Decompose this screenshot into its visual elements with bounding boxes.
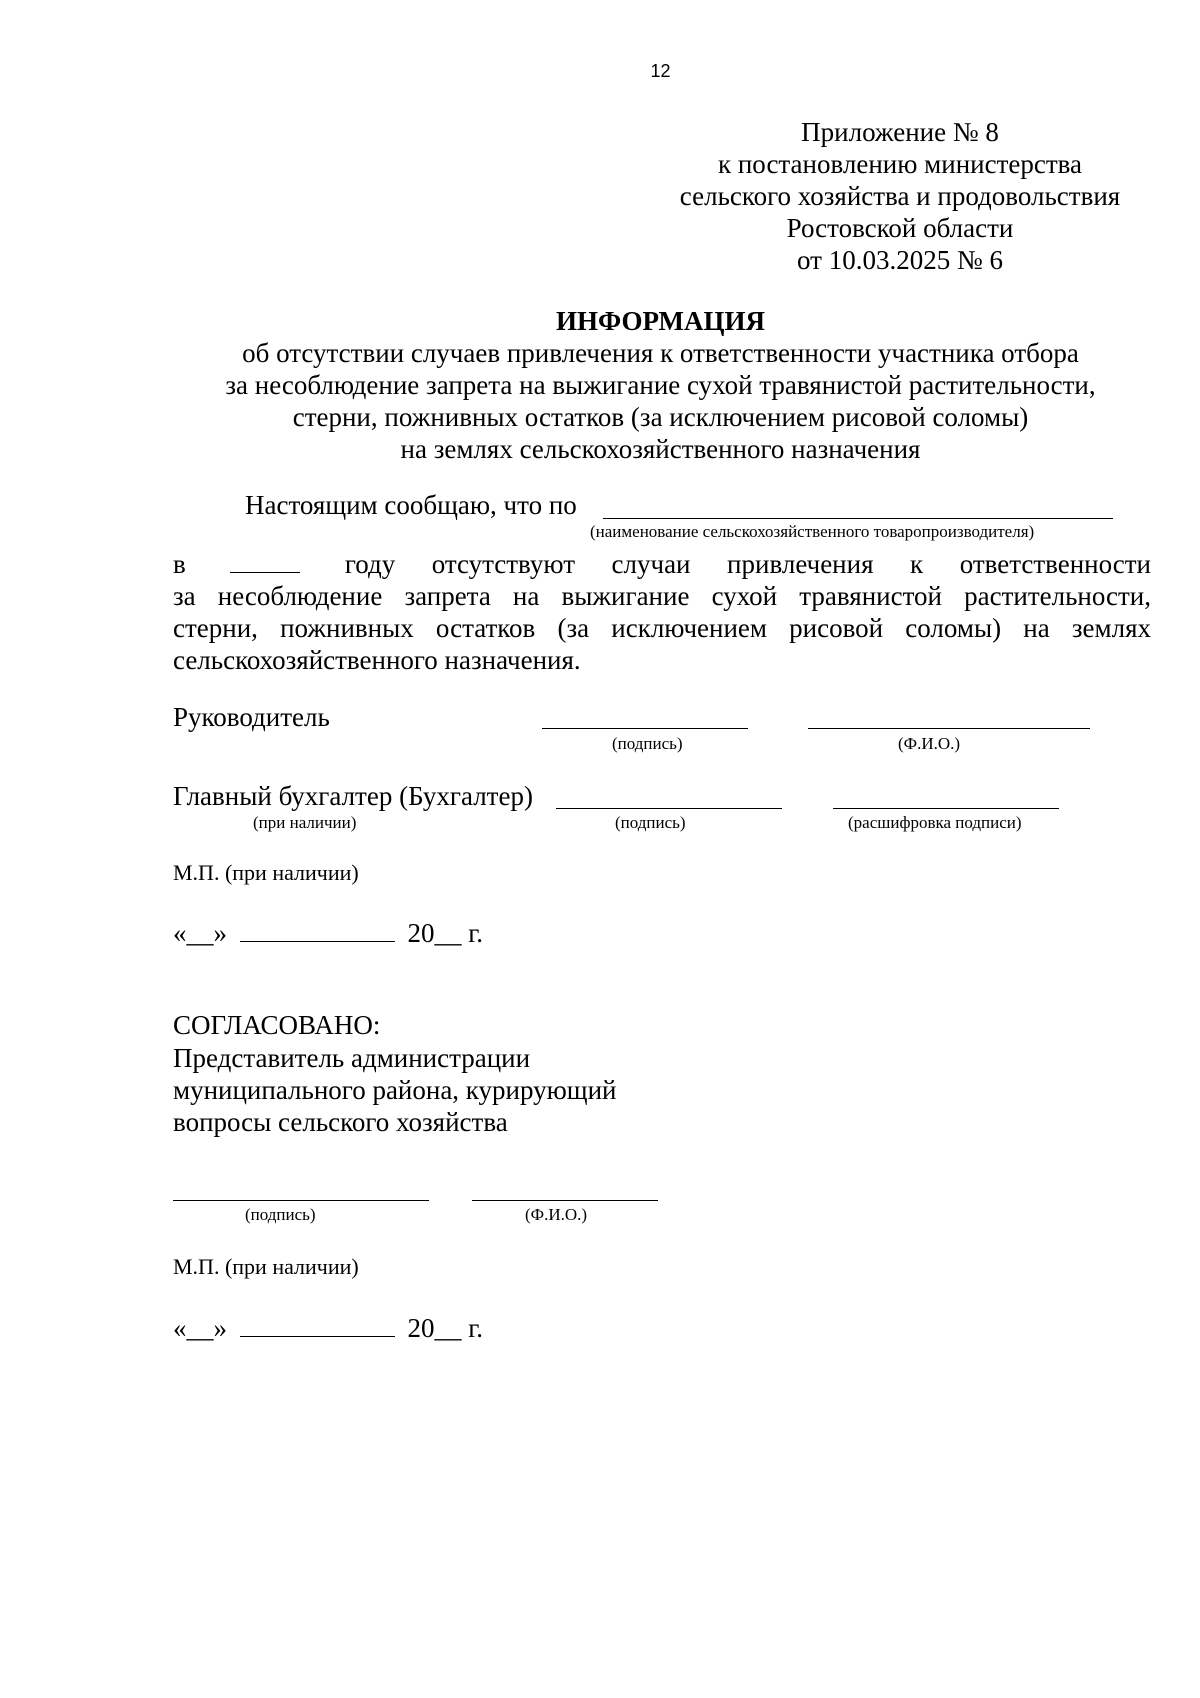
approval-line: вопросы сельского хозяйства	[173, 1107, 508, 1137]
date-year: 20__ г.	[407, 918, 484, 948]
accountant-note: (при наличии)	[253, 813, 357, 832]
title-line: за несоблюдение запрета на выжигание сухой травянистой растительности,	[225, 370, 1096, 400]
accountant-decode-caption: (расшифровка подписи)	[848, 813, 1022, 832]
appendix-region: Ростовской области	[786, 213, 1014, 243]
head-fio-line	[808, 728, 1090, 729]
body-year-prefix: в	[173, 549, 186, 579]
appendix-block	[620, 116, 1180, 276]
approval-line: Представитель администрации	[173, 1043, 531, 1073]
accountant-signature-line	[556, 808, 782, 809]
accountant-signature-caption: (подпись)	[615, 813, 686, 832]
producer-caption: (наименование сельскохозяйственного товаропроизводителя)	[590, 522, 1035, 541]
body-line-4: сельскохозяйственного назначения.	[173, 645, 581, 675]
approval-date-month-blank	[240, 1314, 395, 1337]
body-year-rest: году отсутствуют случаи привлечения к ответственности	[344, 549, 1152, 579]
date-day: «__»	[173, 918, 227, 948]
document-heading: ИНФОРМАЦИЯ	[556, 306, 765, 336]
appendix-number: Приложение № 8	[801, 117, 999, 147]
appendix-ministry: сельского хозяйства и продовольствия	[679, 181, 1121, 211]
intro-text: Настоящим сообщаю, что по	[245, 490, 577, 520]
approval-heading: СОГЛАСОВАНО:	[173, 1010, 381, 1040]
date-field	[173, 917, 483, 949]
stamp-label: М.П. (при наличии)	[173, 860, 359, 885]
appendix-date: от 10.03.2025 № 6	[797, 245, 1003, 275]
body-line-3: стерни, пожнивных остатков (за исключением рисовой соломы) на землях	[173, 613, 1151, 643]
approval-fio-caption: (Ф.И.О.)	[525, 1205, 588, 1224]
title-block	[0, 305, 1200, 465]
page-number: 12	[650, 61, 671, 81]
body-line-1	[173, 548, 1151, 580]
approval-date-field	[173, 1312, 483, 1344]
approval-signature-line	[173, 1200, 429, 1201]
accountant-decode-line	[833, 808, 1059, 809]
body-line-2: за несоблюдение запрета на выжигание сухой травянистой растительности,	[173, 581, 1151, 611]
head-label: Руководитель	[173, 702, 330, 732]
approval-fio-line	[472, 1200, 658, 1201]
accountant-label: Главный бухгалтер (Бухгалтер)	[173, 781, 533, 811]
producer-name-line	[603, 518, 1113, 519]
head-signature-line	[542, 728, 748, 729]
title-line: об отсутствии случаев привлечения к ответственности участника отбора	[242, 338, 1079, 368]
title-line: стерни, пожнивных остатков (за исключением рисовой соломы)	[292, 402, 1029, 432]
approval-signature-caption: (подпись)	[245, 1205, 316, 1224]
head-signature-caption: (подпись)	[612, 734, 683, 753]
year-blank	[230, 550, 300, 573]
approval-stamp-label: М.П. (при наличии)	[173, 1254, 359, 1279]
title-line: на землях сельскохозяйственного назначения	[400, 434, 921, 464]
approval-date-year: 20__ г.	[407, 1313, 484, 1343]
head-fio-caption: (Ф.И.О.)	[898, 734, 961, 753]
approval-line: муниципального района, курирующий	[173, 1075, 617, 1105]
approval-date-day: «__»	[173, 1313, 227, 1343]
date-month-blank	[240, 919, 395, 942]
appendix-decree: к постановлению министерства	[717, 149, 1083, 179]
